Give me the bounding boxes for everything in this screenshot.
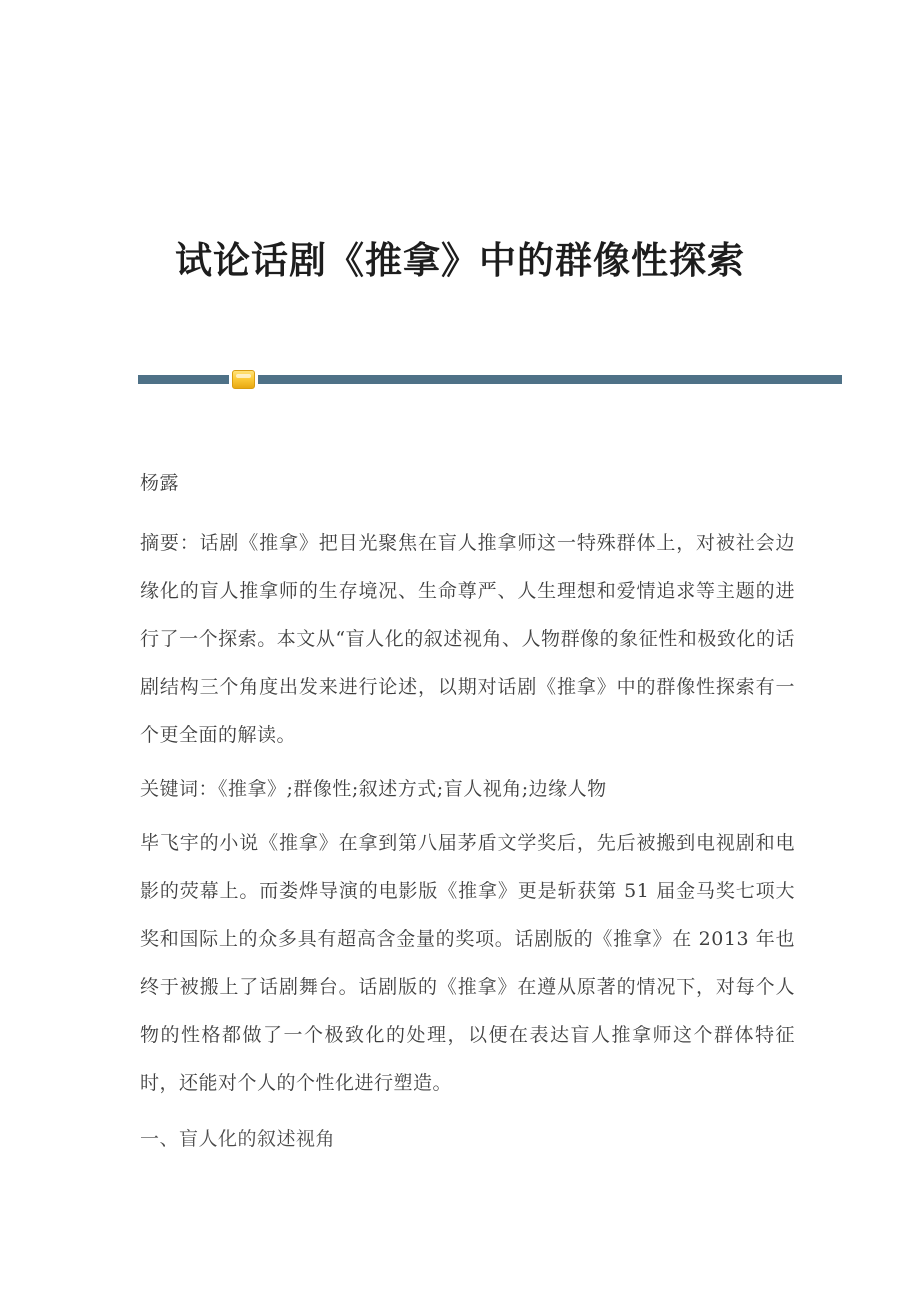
page-title: 试论话剧《推拿》中的群像性探索 <box>175 237 745 282</box>
divider-ornament-icon <box>232 370 255 389</box>
abstract-paragraph: 摘要：话剧《推拿》把目光聚焦在盲人推拿师这一特殊群体上，对被社会边缘化的盲人推拿师的生存境况、生命尊严、人生理想和爱情追求等主题的进行了一个探索。本文从“盲人化的叙述视角、人物群像的象征性和极致化的话剧结构三个角度出发来进行论述，以期对话剧《推拿》中的群像性探索有一个更全面的解读。 <box>140 532 795 746</box>
keywords-line: 关键词：《推拿》;群像性;叙述方式;盲人视角;边缘人物 <box>140 778 607 800</box>
section-heading: 一、盲人化的叙述视角 <box>140 1128 336 1150</box>
section-divider <box>138 375 842 384</box>
body-paragraph: 毕飞宇的小说《推拿》在拿到第八届茅盾文学奖后，先后被搬到电视剧和电影的荧幕上。而娄烨导演的电影版《推拿》更是斩获第 51 届金马奖七项大奖和国际上的众多具有超高含金量的奖项。话剧版的《推拿》在 2013 年也终于被搬上了话剧舞台。话剧版的《推拿》在遵从原著的情况下，对每个人物的性格都做了一个极致化的处理，以便在表达盲人推拿师这个群体特征时，还能对个人的个性化进行塑造。 <box>140 832 795 1094</box>
author-name: 杨露 <box>140 472 180 494</box>
article-content <box>140 459 795 1163</box>
